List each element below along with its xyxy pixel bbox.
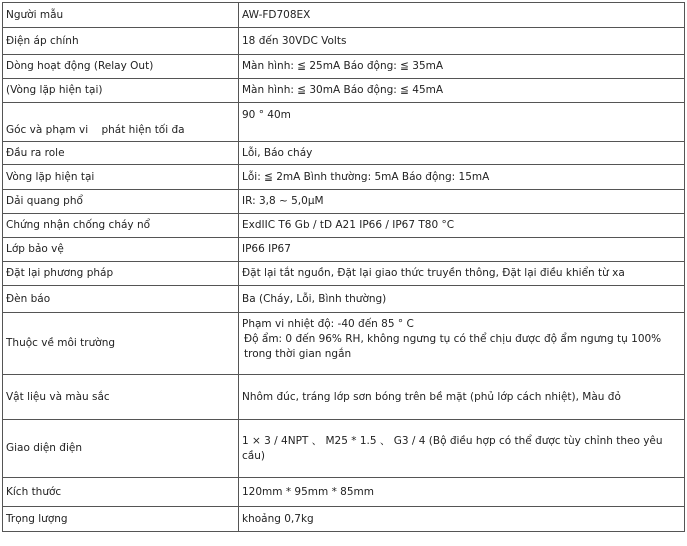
spec-label: Chứng nhận chống cháy nổ	[3, 214, 239, 238]
spec-value: 18 đến 30VDC Volts	[239, 28, 685, 55]
spec-value: Nhôm đúc, tráng lớp sơn bóng trên bề mặt (phủ lớp cách nhiệt), Màu đỏ	[239, 375, 685, 420]
table-row	[3, 507, 685, 532]
spec-label: Dòng hoạt động (Relay Out)	[3, 55, 239, 79]
spec-table	[2, 2, 685, 532]
spec-value: Lỗi: ≦ 2mA Bình thường: 5mA Báo động: 15mA	[239, 165, 685, 190]
spec-label: Trọng lượng	[3, 507, 239, 532]
table-row	[3, 165, 685, 190]
spec-label: Lớp bảo vệ	[3, 238, 239, 262]
spec-value: Màn hình: ≦ 30mA Báo động: ≦ 45mA	[239, 79, 685, 103]
spec-value: 120mm * 95mm * 85mm	[239, 478, 685, 507]
spec-value: Lỗi, Báo cháy	[239, 142, 685, 165]
spec-label: (Vòng lặp hiện tại)	[3, 79, 239, 103]
spec-value-multiline	[239, 313, 685, 375]
spec-value: AW-FD708EX	[239, 3, 685, 28]
table-row	[3, 238, 685, 262]
spec-label: Vật liệu và màu sắc	[3, 375, 239, 420]
spec-label: Điện áp chính	[3, 28, 239, 55]
spec-label: Thuộc về môi trường	[3, 313, 239, 375]
table-row	[3, 262, 685, 286]
table-row	[3, 28, 685, 55]
spec-label: Kích thước	[3, 478, 239, 507]
spec-value: IP66 IP67	[239, 238, 685, 262]
table-row	[3, 313, 685, 375]
temperature-range-text: Phạm vi nhiệt độ: -40 đến 85 ° C	[242, 318, 414, 330]
spec-value: Ba (Cháy, Lỗi, Bình thường)	[239, 286, 685, 313]
spec-label: Dải quang phổ	[3, 190, 239, 214]
spec-value: IR: 3,8 ~ 5,0μM	[239, 190, 685, 214]
spec-value: ExdIIC T6 Gb / tD A21 IP66 / IP67 T80 °C	[239, 214, 685, 238]
table-row	[3, 420, 685, 478]
table-row	[3, 3, 685, 28]
table-row	[3, 478, 685, 507]
table-row	[3, 375, 685, 420]
table-row	[3, 142, 685, 165]
spec-label: Giao diện điện	[3, 420, 239, 478]
table-row	[3, 79, 685, 103]
spec-label: Đầu ra role	[3, 142, 239, 165]
spec-label: Người mẫu	[3, 3, 239, 28]
spec-value: Đặt lại tắt nguồn, Đặt lại giao thức truyền thông, Đặt lại điều khiển từ xa	[239, 262, 685, 286]
spec-label: Đèn báo	[3, 286, 239, 313]
table-row	[3, 103, 685, 142]
spec-label: Góc và phạm vi phát hiện tối đa	[3, 103, 239, 142]
spec-label: Vòng lặp hiện tại	[3, 165, 239, 190]
table-row	[3, 214, 685, 238]
table-row	[3, 55, 685, 79]
spec-value: khoảng 0,7kg	[239, 507, 685, 532]
spec-label: Đặt lại phương pháp	[3, 262, 239, 286]
spec-value: 90 ° 40m	[239, 103, 685, 142]
table-row	[3, 190, 685, 214]
humidity-text: Độ ẩm: 0 đến 96% RH, không ngưng tụ có thể chịu được độ ẩm ngưng tụ 100% trong thời gian ngắn	[244, 333, 662, 360]
spec-value: Màn hình: ≦ 25mA Báo động: ≦ 35mA	[239, 55, 685, 79]
table-row	[3, 286, 685, 313]
spec-value: 1 × 3 / 4NPT 、 M25 * 1.5 、 G3 / 4 (Bộ điều hợp có thể được tùy chỉnh theo yêu cầu)	[239, 420, 685, 478]
